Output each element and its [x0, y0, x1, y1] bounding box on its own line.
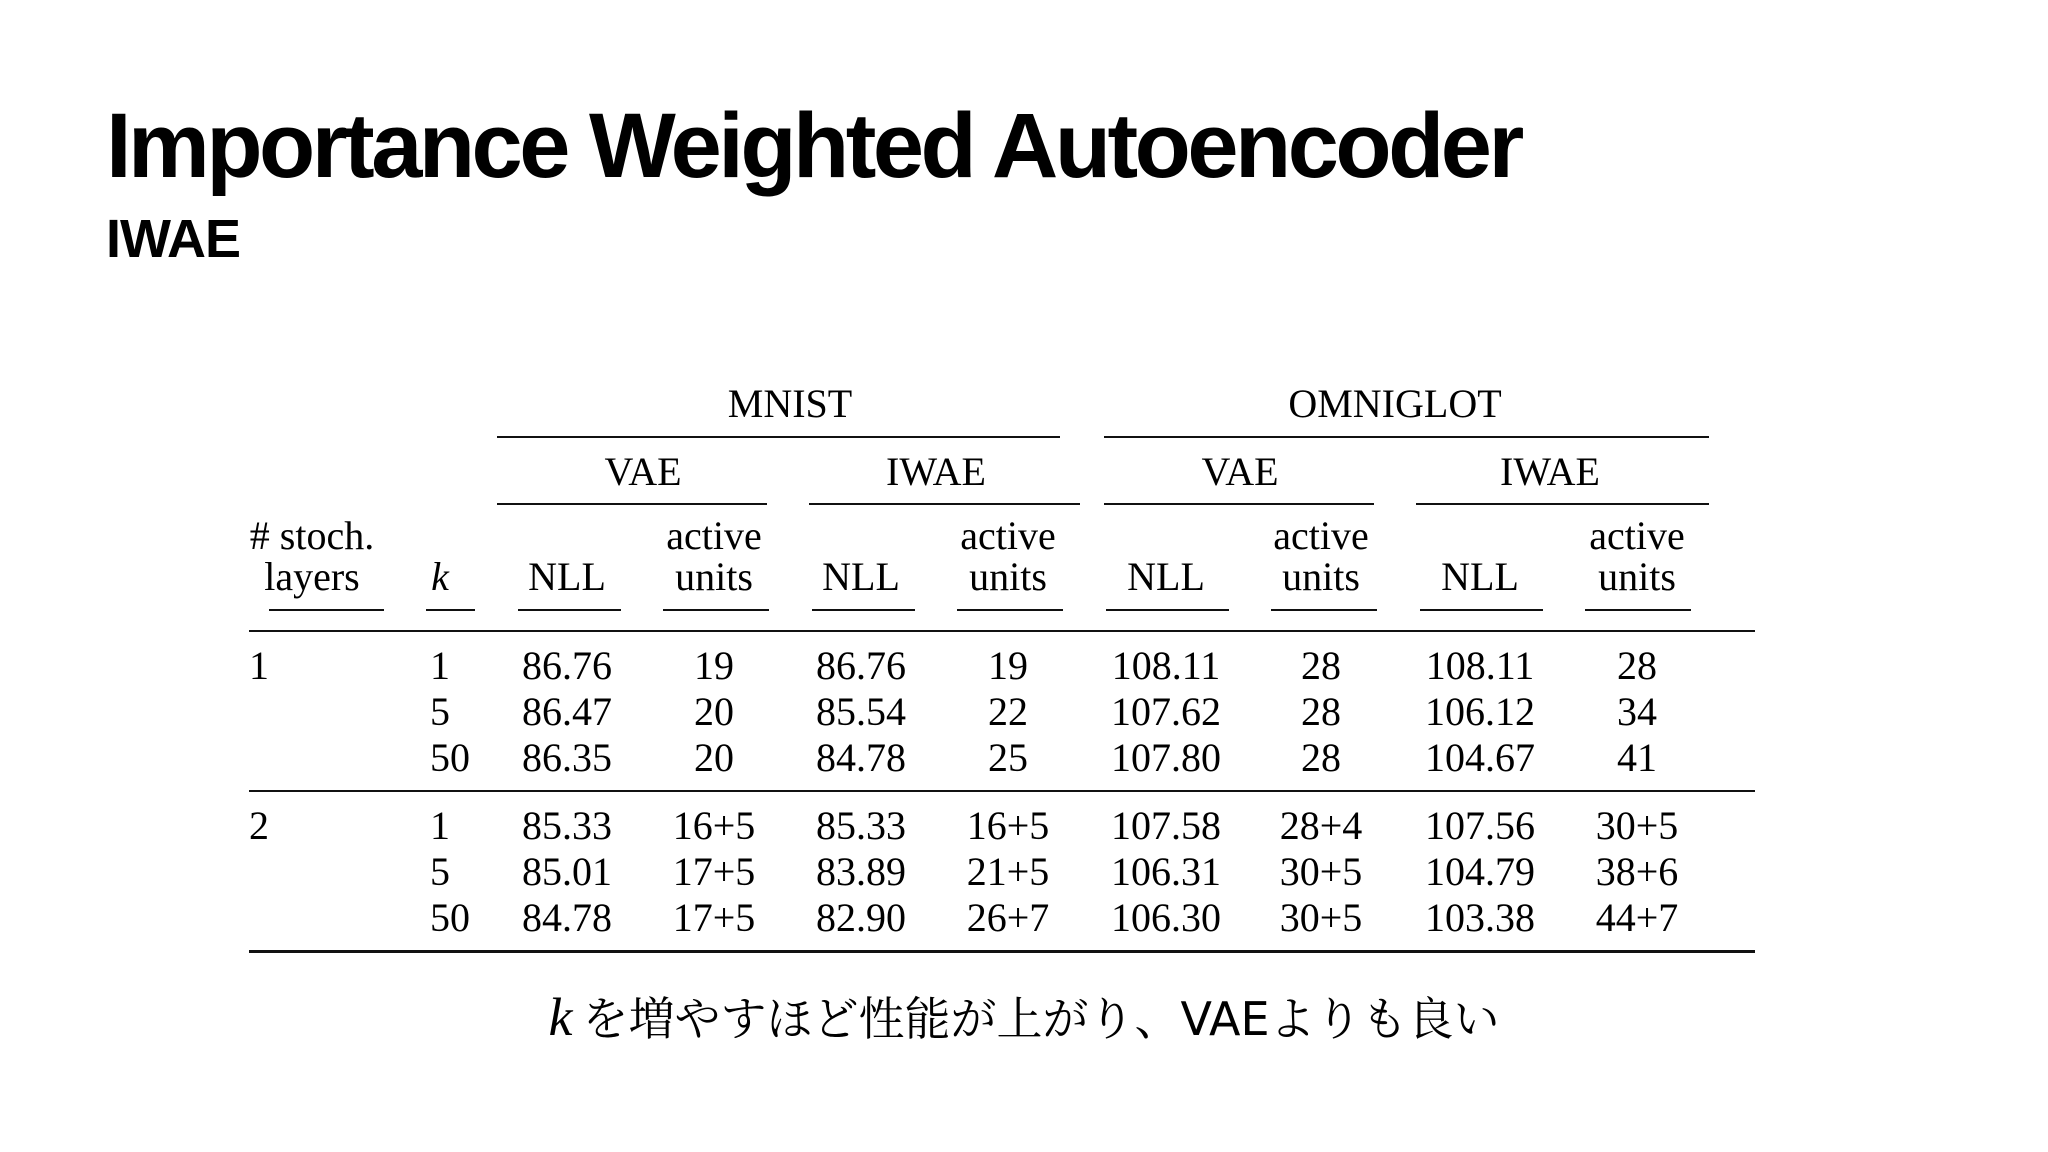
col-header-k: k — [431, 554, 449, 599]
cell-omniglot-iwae-active: 44+7 — [1595, 895, 1679, 940]
col-header-active: active — [1589, 513, 1685, 558]
cell-omniglot-vae-nll: 108.11 — [1111, 643, 1221, 688]
cell-mnist-vae-active: 20 — [694, 735, 734, 780]
cell-mnist-vae-nll: 85.01 — [522, 849, 612, 894]
cell-omniglot-iwae-nll: 104.79 — [1425, 849, 1535, 894]
col-underline — [426, 609, 475, 611]
col-header-layers-line2: layers — [264, 554, 360, 599]
col-underline — [1106, 609, 1229, 611]
row-k: 5 — [430, 849, 450, 894]
cell-omniglot-iwae-nll: 104.67 — [1425, 735, 1535, 780]
caption-variable: k — [548, 987, 573, 1047]
cell-mnist-vae-nll: 86.47 — [522, 689, 612, 734]
cell-omniglot-vae-nll: 106.30 — [1111, 895, 1221, 940]
slide-subtitle: IWAE — [106, 209, 241, 269]
col-underline — [1271, 609, 1377, 611]
cell-omniglot-vae-active: 28 — [1301, 689, 1341, 734]
cell-omniglot-vae-active: 30+5 — [1279, 895, 1363, 940]
cell-mnist-iwae-active: 16+5 — [966, 803, 1050, 848]
cell-omniglot-iwae-active: 34 — [1617, 689, 1657, 734]
col-underline — [518, 609, 621, 611]
mnist-vae-rule — [497, 503, 767, 505]
cell-omniglot-vae-active: 28 — [1301, 735, 1341, 780]
col-header-units: units — [969, 554, 1047, 599]
col-header-nll: NLL — [528, 554, 606, 599]
omniglot-vae-rule — [1104, 503, 1374, 505]
col-header-active: active — [1273, 513, 1369, 558]
col-header-active: active — [960, 513, 1056, 558]
omniglot-iwae-rule — [1416, 503, 1709, 505]
col-header-nll: NLL — [1127, 554, 1205, 599]
cell-mnist-iwae-nll: 85.33 — [816, 803, 906, 848]
cell-mnist-vae-active: 20 — [694, 689, 734, 734]
cell-omniglot-vae-nll: 107.62 — [1111, 689, 1221, 734]
slide-title: Importance Weighted Autoencoder — [106, 95, 1521, 197]
cell-mnist-vae-nll: 86.35 — [522, 735, 612, 780]
model-header-mnist-vae: VAE — [604, 449, 682, 494]
col-header-layers-line1: # stoch. — [249, 513, 375, 558]
caption — [0, 987, 2048, 1047]
col-underline — [812, 609, 915, 611]
row-k: 50 — [430, 735, 470, 780]
col-header-nll: NLL — [822, 554, 900, 599]
row-k: 1 — [430, 803, 450, 848]
col-header-units: units — [1282, 554, 1360, 599]
cell-mnist-vae-active: 16+5 — [672, 803, 756, 848]
group-rule — [249, 790, 1755, 792]
omniglot-rule — [1104, 436, 1709, 438]
cell-mnist-vae-nll: 86.76 — [522, 643, 612, 688]
col-underline — [663, 609, 769, 611]
cell-mnist-vae-active: 17+5 — [672, 849, 756, 894]
model-header-omniglot-iwae: IWAE — [1500, 449, 1600, 494]
header-rule — [249, 630, 1755, 632]
mnist-rule — [497, 436, 1060, 438]
cell-mnist-iwae-active: 26+7 — [966, 895, 1050, 940]
model-header-omniglot-vae: VAE — [1201, 449, 1279, 494]
cell-mnist-iwae-nll: 84.78 — [816, 735, 906, 780]
col-header-units: units — [675, 554, 753, 599]
cell-omniglot-iwae-active: 28 — [1617, 643, 1657, 688]
row-k: 5 — [430, 689, 450, 734]
cell-mnist-iwae-nll: 83.89 — [816, 849, 906, 894]
cell-omniglot-vae-active: 28+4 — [1279, 803, 1363, 848]
col-underline — [1420, 609, 1543, 611]
cell-omniglot-iwae-nll: 108.11 — [1425, 643, 1535, 688]
row-k: 1 — [430, 643, 450, 688]
cell-omniglot-vae-nll: 107.80 — [1111, 735, 1221, 780]
col-underline — [1585, 609, 1691, 611]
cell-mnist-iwae-nll: 85.54 — [816, 689, 906, 734]
group-layers: 1 — [249, 643, 269, 688]
mnist-iwae-rule — [809, 503, 1080, 505]
cell-omniglot-vae-active: 30+5 — [1279, 849, 1363, 894]
model-header-mnist-iwae: IWAE — [886, 449, 986, 494]
col-header-nll: NLL — [1441, 554, 1519, 599]
cell-mnist-iwae-active: 21+5 — [966, 849, 1050, 894]
cell-omniglot-iwae-nll: 106.12 — [1425, 689, 1535, 734]
cell-mnist-iwae-nll: 86.76 — [816, 643, 906, 688]
cell-mnist-vae-nll: 84.78 — [522, 895, 612, 940]
cell-omniglot-iwae-nll: 107.56 — [1425, 803, 1535, 848]
cell-omniglot-iwae-nll: 103.38 — [1425, 895, 1535, 940]
col-underline — [957, 609, 1063, 611]
cell-omniglot-iwae-active: 38+6 — [1595, 849, 1679, 894]
col-header-active: active — [666, 513, 762, 558]
cell-mnist-vae-active: 19 — [694, 643, 734, 688]
bottom-rule — [249, 950, 1755, 953]
col-underline — [269, 609, 384, 611]
cell-mnist-iwae-active: 19 — [988, 643, 1028, 688]
cell-omniglot-vae-nll: 106.31 — [1111, 849, 1221, 894]
cell-mnist-iwae-active: 22 — [988, 689, 1028, 734]
caption-text: を増やすほど性能が上がり、VAEよりも良い — [582, 992, 1500, 1046]
dataset-header-omniglot: OMNIGLOT — [1288, 381, 1502, 426]
group-layers: 2 — [249, 803, 269, 848]
cell-omniglot-vae-active: 28 — [1301, 643, 1341, 688]
cell-omniglot-iwae-active: 30+5 — [1595, 803, 1679, 848]
row-k: 50 — [430, 895, 470, 940]
cell-mnist-iwae-active: 25 — [988, 735, 1028, 780]
cell-omniglot-iwae-active: 41 — [1617, 735, 1657, 780]
cell-mnist-vae-nll: 85.33 — [522, 803, 612, 848]
dataset-header-mnist: MNIST — [727, 381, 853, 426]
cell-mnist-vae-active: 17+5 — [672, 895, 756, 940]
col-header-units: units — [1598, 554, 1676, 599]
cell-mnist-iwae-nll: 82.90 — [816, 895, 906, 940]
cell-omniglot-vae-nll: 107.58 — [1111, 803, 1221, 848]
